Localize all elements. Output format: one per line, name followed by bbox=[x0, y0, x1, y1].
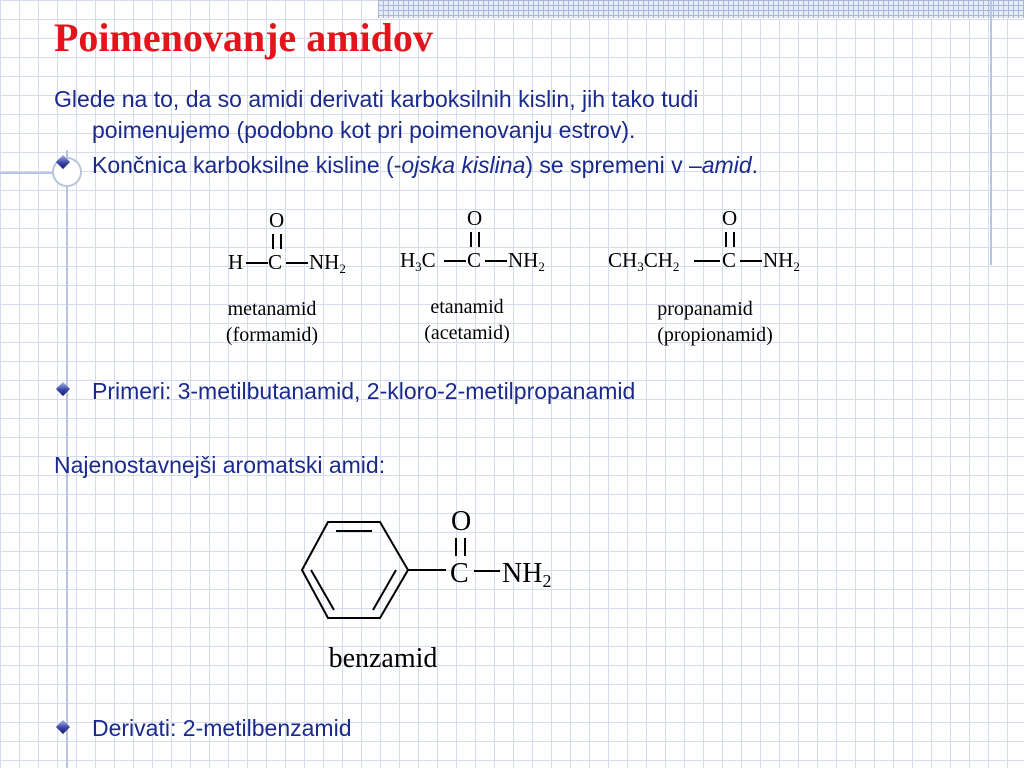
carbon-label: C bbox=[450, 558, 469, 589]
double-bond-left bbox=[455, 538, 457, 556]
suffix-rule-text bbox=[92, 150, 758, 181]
oxygen-label: O bbox=[269, 208, 285, 232]
intro-line-2: poimenujemo (podobno kot pri poimenovanju estrov). bbox=[92, 117, 636, 143]
intro-line-1: Glede na to, da so amidi derivati karboksilnih kislin, jih tako tudi bbox=[54, 86, 699, 112]
benzene-ring bbox=[298, 515, 458, 625]
ethyl-label: $CH_3CH_2$ bbox=[608, 248, 680, 274]
decor-vertical-line-right bbox=[990, 0, 992, 265]
oxygen-label: O bbox=[467, 206, 483, 230]
double-bond-left bbox=[272, 234, 274, 249]
single-bond bbox=[694, 260, 720, 262]
slide-title: Poimenovanje amidov bbox=[54, 15, 433, 60]
amine-label: $NH_2$ bbox=[309, 250, 346, 276]
rule-italic-acid: ojska kislina bbox=[401, 152, 526, 178]
methanamide-name: metanamid (formamid) bbox=[225, 298, 319, 346]
ethanamide-name: etanamid (acetamid) bbox=[424, 296, 510, 344]
derivatives-text: Derivati: 2-metilbenzamid bbox=[92, 715, 352, 741]
amine-label: $NH_2$ bbox=[508, 248, 545, 274]
carbon-label: C bbox=[268, 250, 283, 274]
methyl-label: $H_3C$ bbox=[400, 248, 436, 274]
examples-text: Primeri: 3-metilbutanamid, 2-kloro-2-metilpropanamid bbox=[92, 378, 636, 404]
single-bond bbox=[740, 260, 762, 262]
single-bond bbox=[444, 260, 466, 262]
single-bond bbox=[286, 262, 308, 264]
double-bond-left bbox=[725, 232, 727, 247]
double-bond-left bbox=[470, 232, 472, 247]
carbon-label: C bbox=[467, 248, 482, 272]
amine-label: $NH_2$ bbox=[502, 558, 552, 591]
aromatic-heading: Najenostavnejši aromatski amid: bbox=[54, 452, 386, 478]
rule-italic-amid: amid bbox=[701, 152, 752, 178]
oxygen-label: O bbox=[451, 506, 472, 537]
double-bond-right bbox=[280, 234, 282, 249]
rule-prefix: Končnica karboksilne kisline (- bbox=[92, 152, 402, 178]
hydrogen-label: H bbox=[228, 250, 244, 274]
rule-suffix: . bbox=[751, 152, 759, 178]
amine-label: $NH_2$ bbox=[763, 248, 800, 274]
double-bond-right bbox=[464, 538, 466, 556]
single-bond bbox=[474, 570, 500, 572]
single-bond bbox=[485, 260, 507, 262]
propanamide-name: propanamid (propionamid) bbox=[657, 298, 773, 346]
carbon-label: C bbox=[722, 248, 737, 272]
rule-middle: ) se spremeni v – bbox=[525, 152, 702, 178]
single-bond bbox=[246, 262, 268, 264]
benzamide-name: benzamid bbox=[328, 643, 438, 674]
double-bond-right bbox=[733, 232, 735, 247]
double-bond-right bbox=[478, 232, 480, 247]
oxygen-label: O bbox=[722, 206, 738, 230]
header-pattern bbox=[378, 0, 1024, 18]
